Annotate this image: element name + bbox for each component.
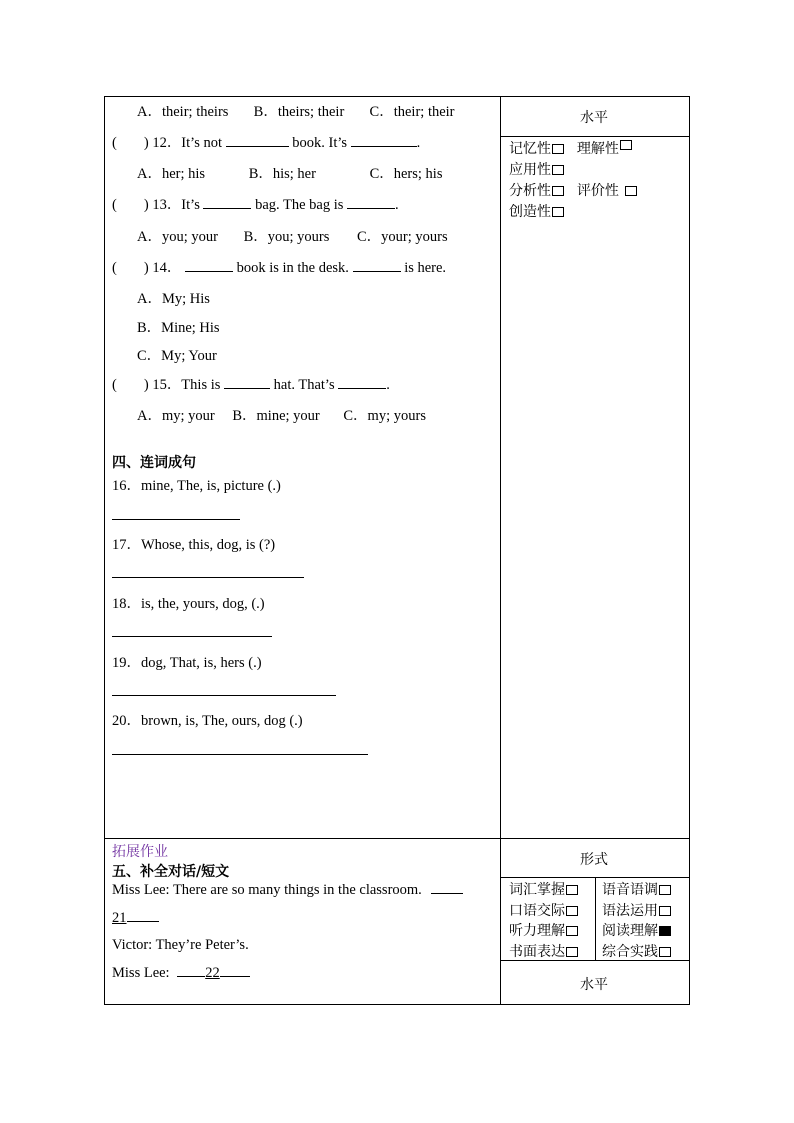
question-15: ( ) 15．This is hat. That’s .	[112, 377, 390, 393]
table-border-left	[104, 96, 105, 1005]
form-left-1: 词汇掌握	[509, 879, 578, 899]
dialog-line-2: Victor: They’re Peter’s.	[112, 937, 249, 953]
q13-options: A．you; your B．you; yours C．your; yours	[137, 229, 448, 245]
form-left-3: 听力理解	[509, 920, 578, 940]
dialog-line-3: Miss Lee: 22	[112, 965, 250, 982]
checkbox-application[interactable]	[552, 165, 564, 175]
answer-line-17	[112, 577, 304, 578]
q14-option-c: C．My; Your	[137, 348, 217, 364]
level-header-bottom: 水平	[580, 977, 608, 993]
sentence-19: 19．dog, That, is, hers (.)	[112, 655, 262, 671]
checkbox-reading[interactable]	[659, 926, 671, 936]
table-border-right	[689, 96, 690, 1005]
dialog-line-1: Miss Lee: There are so many things in the classroom.	[112, 882, 463, 899]
cognition-row-1: 记忆性 理解性	[509, 138, 632, 158]
checkbox-practice[interactable]	[659, 947, 671, 957]
right-header-divider	[500, 136, 690, 137]
cognition-row-3: 分析性 评价性	[509, 180, 637, 200]
checkbox-vocabulary[interactable]	[566, 885, 578, 895]
checkbox-evaluation[interactable]	[625, 186, 637, 196]
question-12: ( ) 12．It’s not book. It’s .	[112, 135, 421, 151]
table-border-bottom	[104, 1004, 690, 1005]
sentence-17: 17．Whose, this, dog, is (?)	[112, 537, 276, 553]
checkbox-memory[interactable]	[552, 144, 564, 154]
table-column-divider	[500, 96, 501, 1005]
checkbox-writing[interactable]	[566, 947, 578, 957]
q12-options: A．her; his B．his; her C．hers; his	[137, 166, 443, 182]
table-row-divider	[104, 838, 690, 839]
checkbox-creativity[interactable]	[552, 207, 564, 217]
blank-21: 21	[112, 910, 159, 927]
section5-heading: 五、补全对话/短文	[112, 864, 230, 880]
extension-label: 拓展作业	[112, 844, 168, 860]
form-right-2: 语法运用	[602, 900, 671, 920]
form-header: 形式	[580, 852, 608, 868]
form-left-4: 书面表达	[509, 941, 578, 961]
sentence-18: 18．is, the, yours, dog, (.)	[112, 596, 265, 612]
q15-options: A．my; your B．mine; your C．my; yours	[137, 408, 426, 424]
cognition-row-4: 创造性	[509, 201, 564, 221]
question-13: ( ) 13．It’s bag. The bag is .	[112, 197, 399, 213]
q11-options: A．their; theirs B．theirs; their C．their; their	[137, 104, 455, 120]
level-header: 水平	[580, 110, 608, 126]
sentence-16: 16．mine, The, is, picture (.)	[112, 478, 281, 494]
q14-option-a: A．My; His	[137, 291, 210, 307]
sentence-20: 20．brown, is, The, ours, dog (.)	[112, 713, 303, 729]
checkbox-oral[interactable]	[566, 906, 578, 916]
cognition-row-2: 应用性	[509, 159, 564, 179]
checkbox-pronunciation[interactable]	[659, 885, 671, 895]
checkbox-listening[interactable]	[566, 926, 578, 936]
q14-option-b: B．Mine; His	[137, 320, 220, 336]
checkbox-grammar[interactable]	[659, 906, 671, 916]
answer-line-19	[112, 695, 336, 696]
form-right-3: 阅读理解	[602, 920, 671, 940]
answer-line-20	[112, 754, 368, 755]
form-left-2: 口语交际	[509, 900, 578, 920]
checkbox-analysis[interactable]	[552, 186, 564, 196]
form-right-1: 语音语调	[602, 879, 671, 899]
checkbox-understanding[interactable]	[620, 140, 632, 150]
table-border-top	[104, 96, 690, 97]
form-right-4: 综合实践	[602, 941, 671, 961]
question-14: ( ) 14． book is in the desk. is here.	[112, 260, 447, 276]
answer-line-16	[112, 519, 240, 520]
answer-line-18	[112, 636, 272, 637]
section4-heading: 四、连词成句	[112, 455, 196, 471]
form-grid-vertical	[595, 877, 596, 961]
